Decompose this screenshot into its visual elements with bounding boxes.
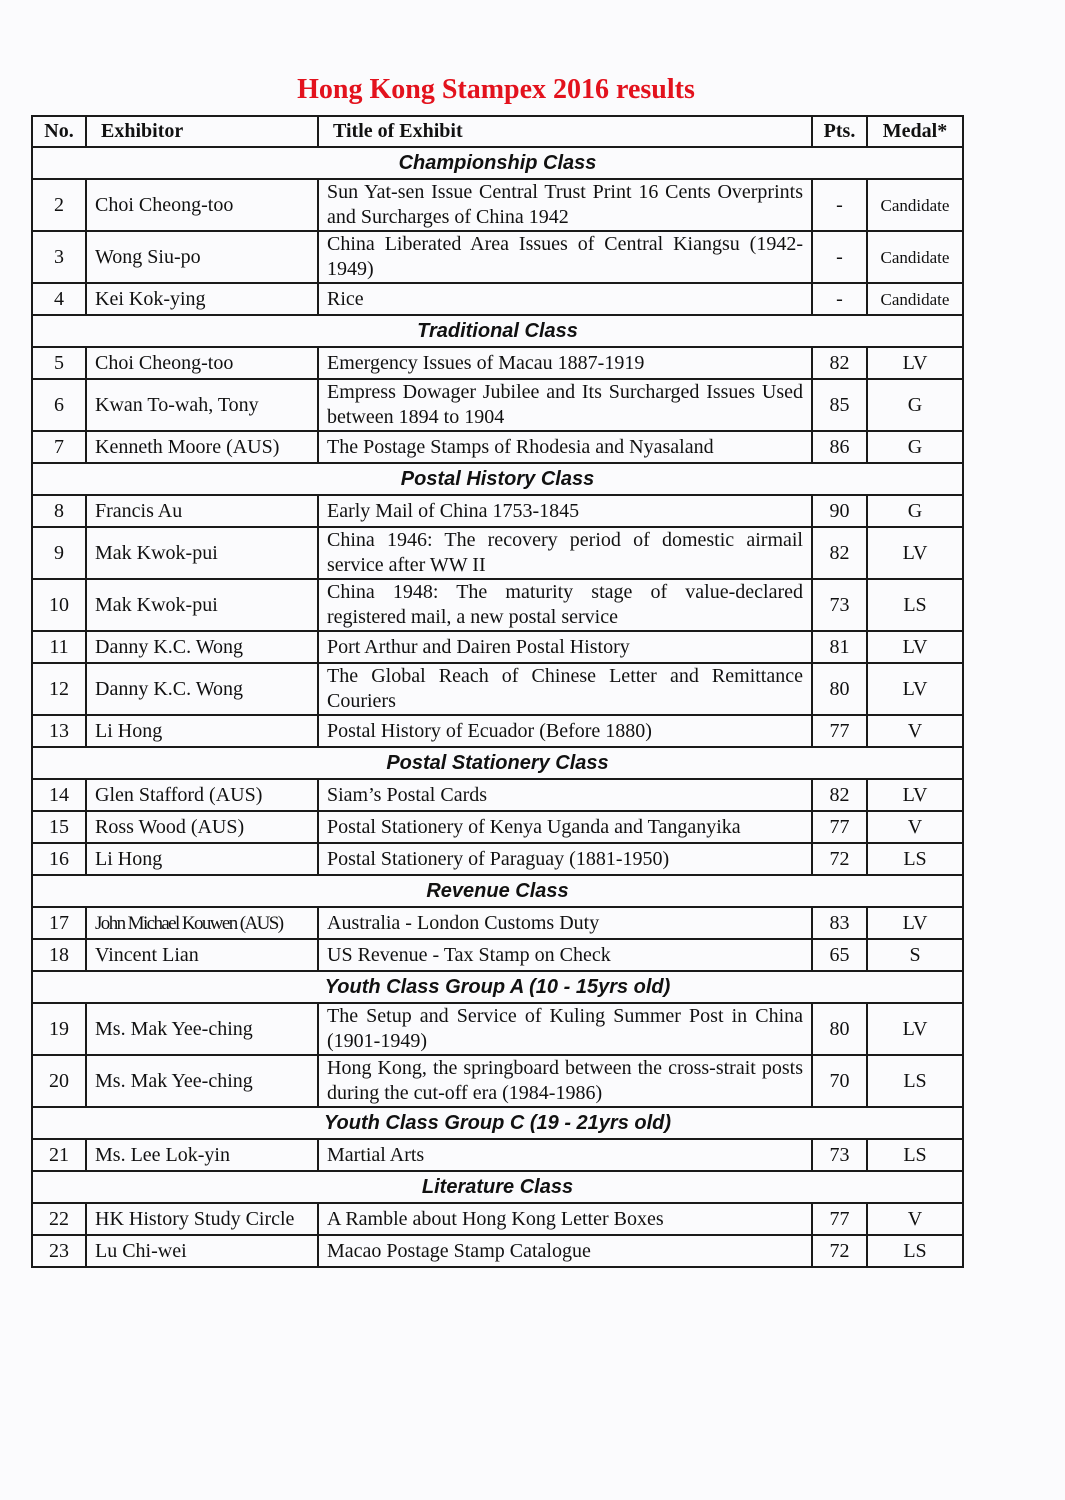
cell-pts: -: [812, 231, 867, 283]
cell-title: China 1946: The recovery period of domestic airmail service after WW II: [318, 527, 812, 579]
section-title: Championship Class: [32, 147, 963, 179]
page-title: Hong Kong Stampex 2016 results: [297, 74, 695, 105]
cell-exhibitor: Mak Kwok-pui: [86, 579, 318, 631]
cell-exhibitor: Li Hong: [86, 715, 318, 747]
cell-no: 15: [32, 811, 86, 843]
cell-exhibitor: Li Hong: [86, 843, 318, 875]
cell-no: 2: [32, 179, 86, 231]
table-row: [32, 779, 963, 811]
cell-exhibitor: Kenneth Moore (AUS): [86, 431, 318, 463]
cell-title: Port Arthur and Dairen Postal History: [318, 631, 812, 663]
cell-pts: 65: [812, 939, 867, 971]
cell-title: The Setup and Service of Kuling Summer Post in China (1901-1949): [318, 1003, 812, 1055]
cell-pts: 72: [812, 1235, 867, 1267]
section-row: [32, 147, 963, 179]
cell-no: 23: [32, 1235, 86, 1267]
cell-no: 16: [32, 843, 86, 875]
cell-exhibitor: Kei Kok-ying: [86, 283, 318, 315]
cell-no: 20: [32, 1055, 86, 1107]
section-title: Literature Class: [32, 1171, 963, 1203]
results-table: [31, 115, 964, 1268]
cell-no: 17: [32, 907, 86, 939]
cell-no: 12: [32, 663, 86, 715]
cell-medal: LV: [867, 527, 963, 579]
cell-exhibitor: Wong Siu-po: [86, 231, 318, 283]
cell-pts: 80: [812, 1003, 867, 1055]
cell-medal: LS: [867, 1055, 963, 1107]
cell-title: Australia - London Customs Duty: [318, 907, 812, 939]
table-row: [32, 631, 963, 663]
cell-medal: LS: [867, 579, 963, 631]
cell-exhibitor: Mak Kwok-pui: [86, 527, 318, 579]
section-row: [32, 1171, 963, 1203]
cell-title: A Ramble about Hong Kong Letter Boxes: [318, 1203, 812, 1235]
cell-no: 19: [32, 1003, 86, 1055]
cell-medal: LV: [867, 663, 963, 715]
section-row: [32, 463, 963, 495]
cell-pts: 86: [812, 431, 867, 463]
cell-pts: 80: [812, 663, 867, 715]
cell-no: 13: [32, 715, 86, 747]
cell-medal: Candidate: [867, 283, 963, 315]
header-title: Title of Exhibit: [318, 116, 812, 147]
cell-medal: G: [867, 379, 963, 431]
cell-pts: 72: [812, 843, 867, 875]
cell-pts: 73: [812, 1139, 867, 1171]
table-row: [32, 1003, 963, 1055]
section-title: Revenue Class: [32, 875, 963, 907]
results-body: [32, 147, 963, 1267]
cell-pts: -: [812, 283, 867, 315]
cell-pts: 81: [812, 631, 867, 663]
cell-title: Early Mail of China 1753-1845: [318, 495, 812, 527]
cell-pts: 82: [812, 779, 867, 811]
cell-no: 11: [32, 631, 86, 663]
cell-title: Empress Dowager Jubilee and Its Surcharged Issues Used between 1894 to 1904: [318, 379, 812, 431]
table-row: [32, 495, 963, 527]
header-row: [32, 116, 963, 147]
cell-title: Hong Kong, the springboard between the cross-strait posts during the cut-off era (1984-1986): [318, 1055, 812, 1107]
cell-title: Macao Postage Stamp Catalogue: [318, 1235, 812, 1267]
cell-exhibitor: Glen Stafford (AUS): [86, 779, 318, 811]
cell-no: 6: [32, 379, 86, 431]
cell-no: 4: [32, 283, 86, 315]
cell-medal: LS: [867, 843, 963, 875]
cell-medal: Candidate: [867, 179, 963, 231]
table-row: [32, 843, 963, 875]
table-row: [32, 527, 963, 579]
table-row: [32, 347, 963, 379]
cell-pts: 83: [812, 907, 867, 939]
cell-medal: LV: [867, 779, 963, 811]
cell-pts: 82: [812, 527, 867, 579]
cell-exhibitor: John Michael Kouwen (AUS): [86, 907, 318, 939]
table-row: [32, 379, 963, 431]
table-row: [32, 283, 963, 315]
cell-exhibitor: Vincent Lian: [86, 939, 318, 971]
cell-exhibitor: Lu Chi-wei: [86, 1235, 318, 1267]
cell-title: Rice: [318, 283, 812, 315]
cell-exhibitor: Danny K.C. Wong: [86, 631, 318, 663]
cell-medal: Candidate: [867, 231, 963, 283]
cell-no: 18: [32, 939, 86, 971]
section-title: Youth Class Group C (19 - 21yrs old): [32, 1107, 963, 1139]
cell-medal: V: [867, 1203, 963, 1235]
cell-exhibitor: Choi Cheong-too: [86, 179, 318, 231]
section-row: [32, 747, 963, 779]
cell-no: 8: [32, 495, 86, 527]
table-row: [32, 663, 963, 715]
header-no: No.: [32, 116, 86, 147]
cell-pts: 82: [812, 347, 867, 379]
header-pts: Pts.: [812, 116, 867, 147]
header-exhibitor: Exhibitor: [86, 116, 318, 147]
cell-title: China 1948: The maturity stage of value-declared registered mail, a new postal service: [318, 579, 812, 631]
cell-medal: G: [867, 431, 963, 463]
table-row: [32, 1139, 963, 1171]
cell-no: 14: [32, 779, 86, 811]
cell-exhibitor: Danny K.C. Wong: [86, 663, 318, 715]
table-row: [32, 907, 963, 939]
section-row: [32, 971, 963, 1003]
cell-medal: LV: [867, 631, 963, 663]
cell-medal: V: [867, 811, 963, 843]
section-title: Postal History Class: [32, 463, 963, 495]
cell-medal: LV: [867, 1003, 963, 1055]
cell-exhibitor: Kwan To-wah, Tony: [86, 379, 318, 431]
cell-no: 10: [32, 579, 86, 631]
section-row: [32, 875, 963, 907]
cell-no: 21: [32, 1139, 86, 1171]
header-medal: Medal*: [867, 116, 963, 147]
section-title: Postal Stationery Class: [32, 747, 963, 779]
cell-no: 3: [32, 231, 86, 283]
cell-no: 5: [32, 347, 86, 379]
section-title: Youth Class Group A (10 - 15yrs old): [32, 971, 963, 1003]
cell-exhibitor: Choi Cheong-too: [86, 347, 318, 379]
table-row: [32, 231, 963, 283]
cell-medal: LS: [867, 1139, 963, 1171]
cell-medal: LS: [867, 1235, 963, 1267]
cell-no: 22: [32, 1203, 86, 1235]
table-row: [32, 715, 963, 747]
table-row: [32, 1203, 963, 1235]
cell-medal: S: [867, 939, 963, 971]
cell-title: China Liberated Area Issues of Central Kiangsu (1942-1949): [318, 231, 812, 283]
section-row: [32, 315, 963, 347]
cell-title: Postal Stationery of Kenya Uganda and Tanganyika: [318, 811, 812, 843]
cell-no: 9: [32, 527, 86, 579]
table-row: [32, 939, 963, 971]
cell-medal: LV: [867, 347, 963, 379]
cell-exhibitor: HK History Study Circle: [86, 1203, 318, 1235]
table-row: [32, 1055, 963, 1107]
cell-pts: 90: [812, 495, 867, 527]
section-title: Traditional Class: [32, 315, 963, 347]
table-row: [32, 579, 963, 631]
cell-pts: 85: [812, 379, 867, 431]
cell-pts: 77: [812, 715, 867, 747]
cell-title: Sun Yat-sen Issue Central Trust Print 16 Cents Overprints and Surcharges of China 1942: [318, 179, 812, 231]
cell-title: Emergency Issues of Macau 1887-1919: [318, 347, 812, 379]
cell-title: The Global Reach of Chinese Letter and Remittance Couriers: [318, 663, 812, 715]
cell-exhibitor: Ms. Mak Yee-ching: [86, 1055, 318, 1107]
cell-title: Postal Stationery of Paraguay (1881-1950): [318, 843, 812, 875]
cell-title: US Revenue - Tax Stamp on Check: [318, 939, 812, 971]
cell-medal: G: [867, 495, 963, 527]
cell-exhibitor: Ms. Mak Yee-ching: [86, 1003, 318, 1055]
cell-no: 7: [32, 431, 86, 463]
cell-pts: 77: [812, 811, 867, 843]
table-row: [32, 431, 963, 463]
cell-title: Siam’s Postal Cards: [318, 779, 812, 811]
cell-title: Martial Arts: [318, 1139, 812, 1171]
cell-medal: LV: [867, 907, 963, 939]
cell-pts: -: [812, 179, 867, 231]
cell-title: Postal History of Ecuador (Before 1880): [318, 715, 812, 747]
table-row: [32, 811, 963, 843]
cell-pts: 70: [812, 1055, 867, 1107]
table-row: [32, 179, 963, 231]
cell-title: The Postage Stamps of Rhodesia and Nyasaland: [318, 431, 812, 463]
section-row: [32, 1107, 963, 1139]
cell-pts: 73: [812, 579, 867, 631]
cell-exhibitor: Ms. Lee Lok-yin: [86, 1139, 318, 1171]
cell-pts: 77: [812, 1203, 867, 1235]
table-row: [32, 1235, 963, 1267]
cell-exhibitor: Ross Wood (AUS): [86, 811, 318, 843]
cell-exhibitor: Francis Au: [86, 495, 318, 527]
cell-medal: V: [867, 715, 963, 747]
